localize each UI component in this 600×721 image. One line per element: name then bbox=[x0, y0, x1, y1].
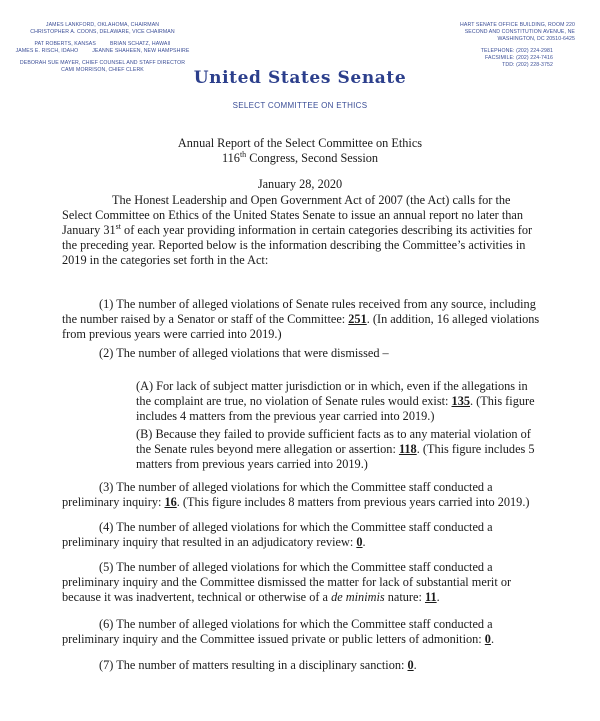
address-line: WASHINGTON, DC 20510-6425 bbox=[497, 36, 575, 42]
member: BRIAN SCHATZ, HAWAII bbox=[109, 41, 171, 47]
item-2a: (A) For lack of subject matter jurisdiction or in which, even if the allegations in the complaint are true, no violation of Senate rules would exist: 135. (This figure includes 4 matters from the previous year carried into 2019.) bbox=[136, 379, 535, 423]
report-title-line1: Annual Report of the Select Committee on Ethics bbox=[177, 136, 423, 150]
staff-director: DEBORAH SUE MAYER, CHIEF COUNSEL AND STAFF DIRECTOR bbox=[19, 60, 186, 66]
member: JEANNE SHAHEEN, NEW HAMPSHIRE bbox=[92, 48, 190, 54]
telephone: TELEPHONE: (202) 224-2981 bbox=[480, 48, 553, 54]
report-title bbox=[0, 136, 600, 166]
letterhead-members bbox=[0, 22, 205, 74]
intro-paragraph: The Honest Leadership and Open Government Act of 2007 (the Act) calls for the Select Committee on Ethics of the United States Senate to issue an annual report no later than January 31st of each year providing information in certain categories describing its activities for the preceding year. Reported below is the information describing the Committee’s activities in 2019 in the categories set forth in the Act: bbox=[62, 193, 533, 267]
member: PAT ROBERTS, KANSAS bbox=[34, 41, 96, 47]
value-118: 118 bbox=[398, 442, 417, 456]
item-6: (6) The number of alleged violations for which the Committee staff conducted a preliminary inquiry and the Committee issued private or public letters of admonition: 0. bbox=[62, 617, 495, 646]
facsimile: FACSIMILE: (202) 224-7416 bbox=[485, 55, 553, 61]
value-0: 0 bbox=[356, 535, 363, 549]
report-date: January 28, 2020 bbox=[257, 177, 343, 191]
address-line: HART SENATE OFFICE BUILDING, ROOM 220 bbox=[460, 22, 575, 28]
value-16: 16 bbox=[164, 495, 177, 509]
chairman: JAMES LANKFORD, OKLAHOMA, CHAIRMAN bbox=[45, 22, 160, 28]
senate-title: United States Senate bbox=[193, 68, 407, 88]
item-7: (7) The number of matters resulting in a disciplinary sanction: 0. bbox=[99, 658, 417, 672]
value-135: 135 bbox=[451, 394, 470, 408]
committee-name: SELECT COMMITTEE ON ETHICS bbox=[232, 101, 368, 110]
value-11: 11 bbox=[424, 590, 437, 604]
value-251: 251 bbox=[348, 312, 367, 326]
member: JAMES E. RISCH, IDAHO bbox=[15, 48, 79, 54]
item-5: (5) The number of alleged violations for which the Committee staff conducted a preliminary inquiry and the Committee dismissed the matter for lack of substantial merit or because it was inadvertent, technical or otherwise of a de minimis nature: 11. bbox=[62, 560, 512, 604]
item-3: (3) The number of alleged violations for which the Committee staff conducted a preliminary inquiry: 16. (This figure includes 8 matters from previous years carried into 2019.) bbox=[62, 480, 530, 509]
letterhead-address bbox=[395, 22, 575, 69]
item-2b: (B) Because they failed to provide sufficient facts as to any material violation of the Senate rules beyond mere allegation or assertion: 118. (This figure includes 5 matters from previous years carried into 2019.) bbox=[136, 427, 535, 471]
item-2: (2) The number of alleged violations that were dismissed – bbox=[99, 346, 389, 360]
item-4: (4) The number of alleged violations for which the Committee staff conducted a preliminary inquiry that resulted in an adjudicatory review: 0. bbox=[62, 520, 493, 549]
value-0: 0 bbox=[407, 658, 414, 672]
address-line: SECOND AND CONSTITUTION AVENUE, NE bbox=[464, 29, 575, 35]
report-session: 116th Congress, Second Session bbox=[221, 149, 379, 165]
chief-clerk: CAMI MORRISON, CHIEF CLERK bbox=[61, 67, 144, 73]
value-0: 0 bbox=[484, 632, 491, 646]
item-1: (1) The number of alleged violations of Senate rules received from any source, including the number raised by a Senator or staff of the Committee: 251. (In addition, 16 alleged violations from previous years were carried into 2019.) bbox=[62, 297, 540, 341]
vice-chairman: CHRISTOPHER A. COONS, DELAWARE, VICE CHAIRMAN bbox=[30, 29, 175, 35]
tdd: TDD: (202) 228-3752 bbox=[502, 62, 553, 68]
